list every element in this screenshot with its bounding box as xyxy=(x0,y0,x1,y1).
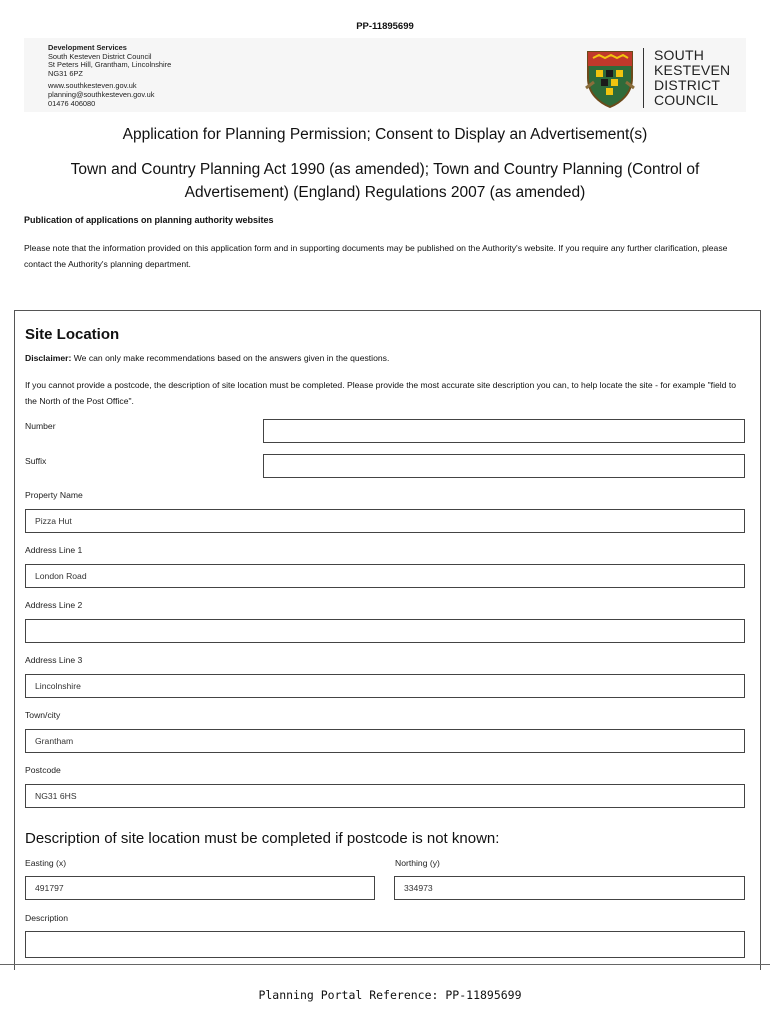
northing-field[interactable]: 334973 xyxy=(394,876,745,900)
reference-number-top: PP-11895699 xyxy=(356,21,414,32)
easting-field[interactable]: 491797 xyxy=(25,876,375,900)
footer-reference: Planning Portal Reference: PP-11895699 xyxy=(258,988,522,1002)
property-name-label: Property Name xyxy=(25,490,83,500)
publication-text: Please note that the information provided on this application form and in supporting documents may be published on the Authority's website. If you require any further clarification, please contact the Authority's planning department. xyxy=(24,243,728,269)
address-line-3-label: Address Line 3 xyxy=(25,655,83,665)
email-link[interactable]: planning@southkesteven.gov.uk xyxy=(48,89,155,99)
property-name-field[interactable]: Pizza Hut xyxy=(25,509,745,533)
suffix-label: Suffix xyxy=(25,456,47,466)
council-address xyxy=(48,44,171,108)
northing-label: Northing (y) xyxy=(395,858,440,868)
description-label: Description xyxy=(25,913,68,923)
site-description-heading: Description of site location must be completed if postcode is not known: xyxy=(25,830,500,847)
department-name: Development Services xyxy=(48,43,127,52)
form-subtitle-acts: Town and Country Planning Act 1990 (as amended); Town and Country Planning (Control of Advertisement) (England) Regulations 2007 (as amended) xyxy=(70,161,700,201)
site-location-heading: Site Location xyxy=(25,326,120,343)
suffix-field[interactable] xyxy=(263,454,745,478)
number-field[interactable] xyxy=(263,419,745,443)
address-line: St Peters Hill, Grantham, Lincolnshire xyxy=(48,60,172,70)
address-line: South Kesteven District Council xyxy=(48,51,152,61)
town-city-field[interactable]: Grantham xyxy=(25,729,745,753)
description-field[interactable] xyxy=(25,931,745,958)
letterhead xyxy=(24,38,746,112)
publication-heading: Publication of applications on planning authority websites xyxy=(24,215,274,225)
postcode-label: Postcode xyxy=(25,765,61,775)
disclaimer: Disclaimer: We can only make recommendations based on the answers given in the questions. xyxy=(25,353,390,363)
address-line-1-label: Address Line 1 xyxy=(25,545,83,555)
form-title: Application for Planning Permission; Consent to Display an Advertisement(s) xyxy=(122,126,648,143)
council-crest-icon xyxy=(584,48,636,110)
phone-number: 01476 406080 xyxy=(48,98,96,108)
postcode-note: If you cannot provide a postcode, the description of site location must be completed. Please provide the most accurate site description you can, to help locate the site - for example "field to the North of the Post Office". xyxy=(25,380,736,406)
footer-divider xyxy=(0,964,770,965)
address-line: NG31 6PZ xyxy=(48,68,83,78)
address-line-1-field[interactable]: London Road xyxy=(25,564,745,588)
town-city-label: Town/city xyxy=(25,710,61,720)
address-line-2-field[interactable] xyxy=(25,619,745,643)
postcode-field[interactable]: NG31 6HS xyxy=(25,784,745,808)
address-line-3-field[interactable]: Lincolnshire xyxy=(25,674,745,698)
website-link[interactable]: www.southkesteven.gov.uk xyxy=(48,81,137,91)
easting-label: Easting (x) xyxy=(25,858,67,868)
council-name: SOUTH KESTEVEN DISTRICT COUNCIL xyxy=(643,48,730,108)
number-label: Number xyxy=(25,421,56,431)
address-line-2-label: Address Line 2 xyxy=(25,600,83,610)
